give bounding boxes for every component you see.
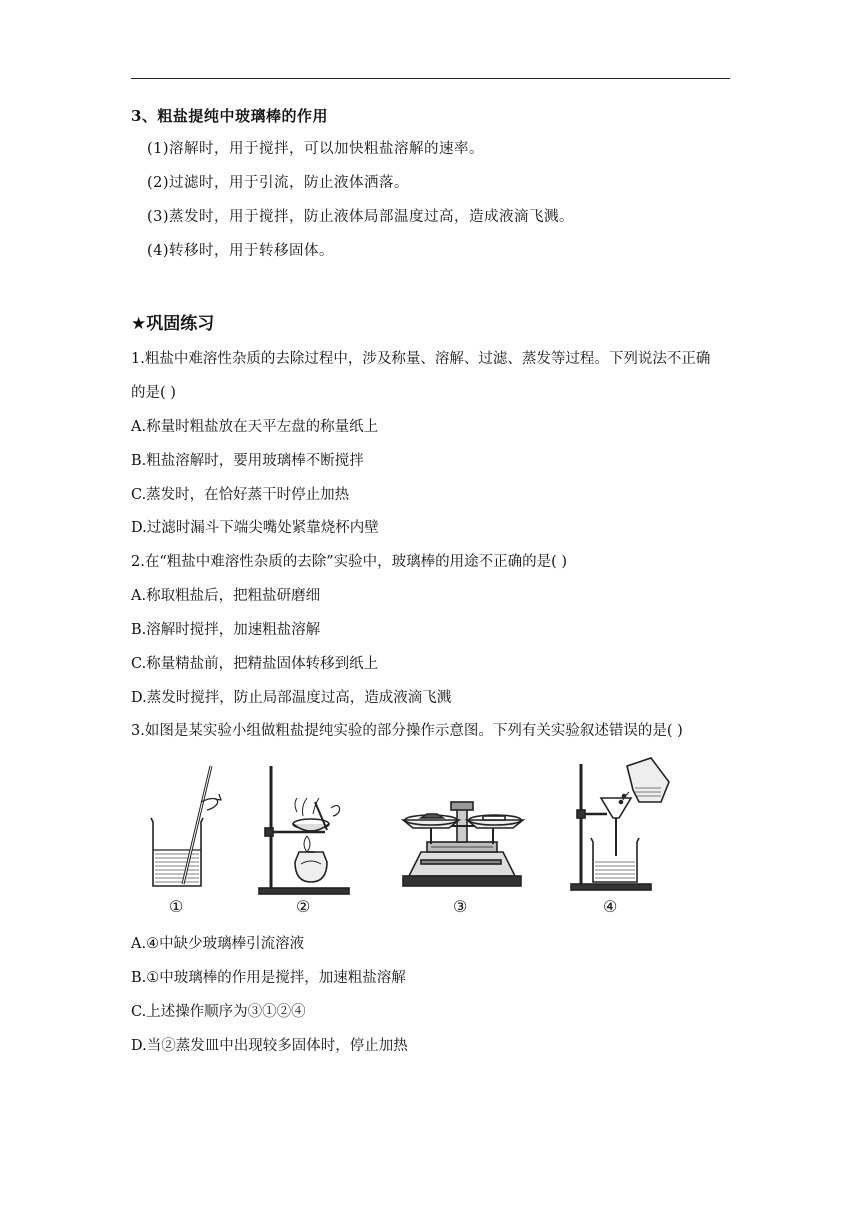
q3-stem: 3.如图是某实验小组做粗盐提纯实验的部分操作示意图。下列有关实验叙述错误的是( )	[131, 723, 683, 739]
q1-stem: 1.粗盐中难溶性杂质的去除过程中，涉及称量、溶解、过滤、蒸发等过程。下列说法不正确	[131, 351, 711, 367]
q1-option-a: A.称量时粗盐放在天平左盘的称量纸上	[131, 419, 379, 435]
practice-heading: ★巩固练习	[131, 314, 215, 334]
point-2: (2)过滤时，用于引流，防止液体洒落。	[147, 175, 410, 191]
q3-option-d: D.当②蒸发皿中出现较多固体时，停止加热	[131, 1038, 408, 1054]
evaporation-icon	[259, 766, 349, 894]
q2-option-c: C.称量精盐前，把精盐固体转移到纸上	[131, 656, 379, 672]
q2-option-a: A.称取粗盐后，把粗盐研磨细	[131, 588, 321, 604]
header-rule	[131, 78, 730, 79]
point-3: (3)蒸发时，用于搅拌，防止液体局部温度过高，造成液滴飞溅。	[147, 209, 575, 225]
experiment-figure	[131, 752, 731, 922]
q2-stem: 2.在“粗盐中难溶性杂质的去除”实验中，玻璃棒的用途不正确的是( )	[131, 554, 568, 570]
q1-stem-cont: 的是( )	[131, 385, 176, 401]
figure-label-3: ③	[453, 897, 468, 916]
figure-label-1: ①	[169, 897, 184, 916]
filtration-icon	[571, 758, 669, 890]
point-4: (4)转移时，用于转移固体。	[147, 243, 335, 259]
q2-option-b: B.溶解时搅拌，加速粗盐溶解	[131, 622, 321, 638]
point-1: (1)溶解时，用于搅拌，可以加快粗盐溶解的速率。	[147, 141, 485, 157]
q2-option-d: D.蒸发时搅拌，防止局部温度过高，造成液滴飞溅	[131, 690, 452, 706]
q1-option-d: D.过滤时漏斗下端尖嘴处紧靠烧杯内壁	[131, 520, 379, 536]
beaker-stirring-icon	[151, 766, 221, 886]
balance-scale-icon	[403, 802, 523, 886]
figure-label-2: ②	[296, 897, 311, 916]
q3-option-a: A.④中缺少玻璃棒引流溶液	[131, 936, 305, 952]
q3-option-b: B.①中玻璃棒的作用是搅拌，加速粗盐溶解	[131, 970, 406, 986]
q1-option-c: C.蒸发时，在恰好蒸干时停止加热	[131, 487, 350, 503]
section-title: 3、粗盐提纯中玻璃棒的作用	[131, 107, 328, 125]
figure-label-4: ④	[603, 897, 618, 916]
q1-option-b: B.粗盐溶解时，要用玻璃棒不断搅拌	[131, 453, 364, 469]
q3-option-c: C.上述操作顺序为③①②④	[131, 1004, 306, 1020]
